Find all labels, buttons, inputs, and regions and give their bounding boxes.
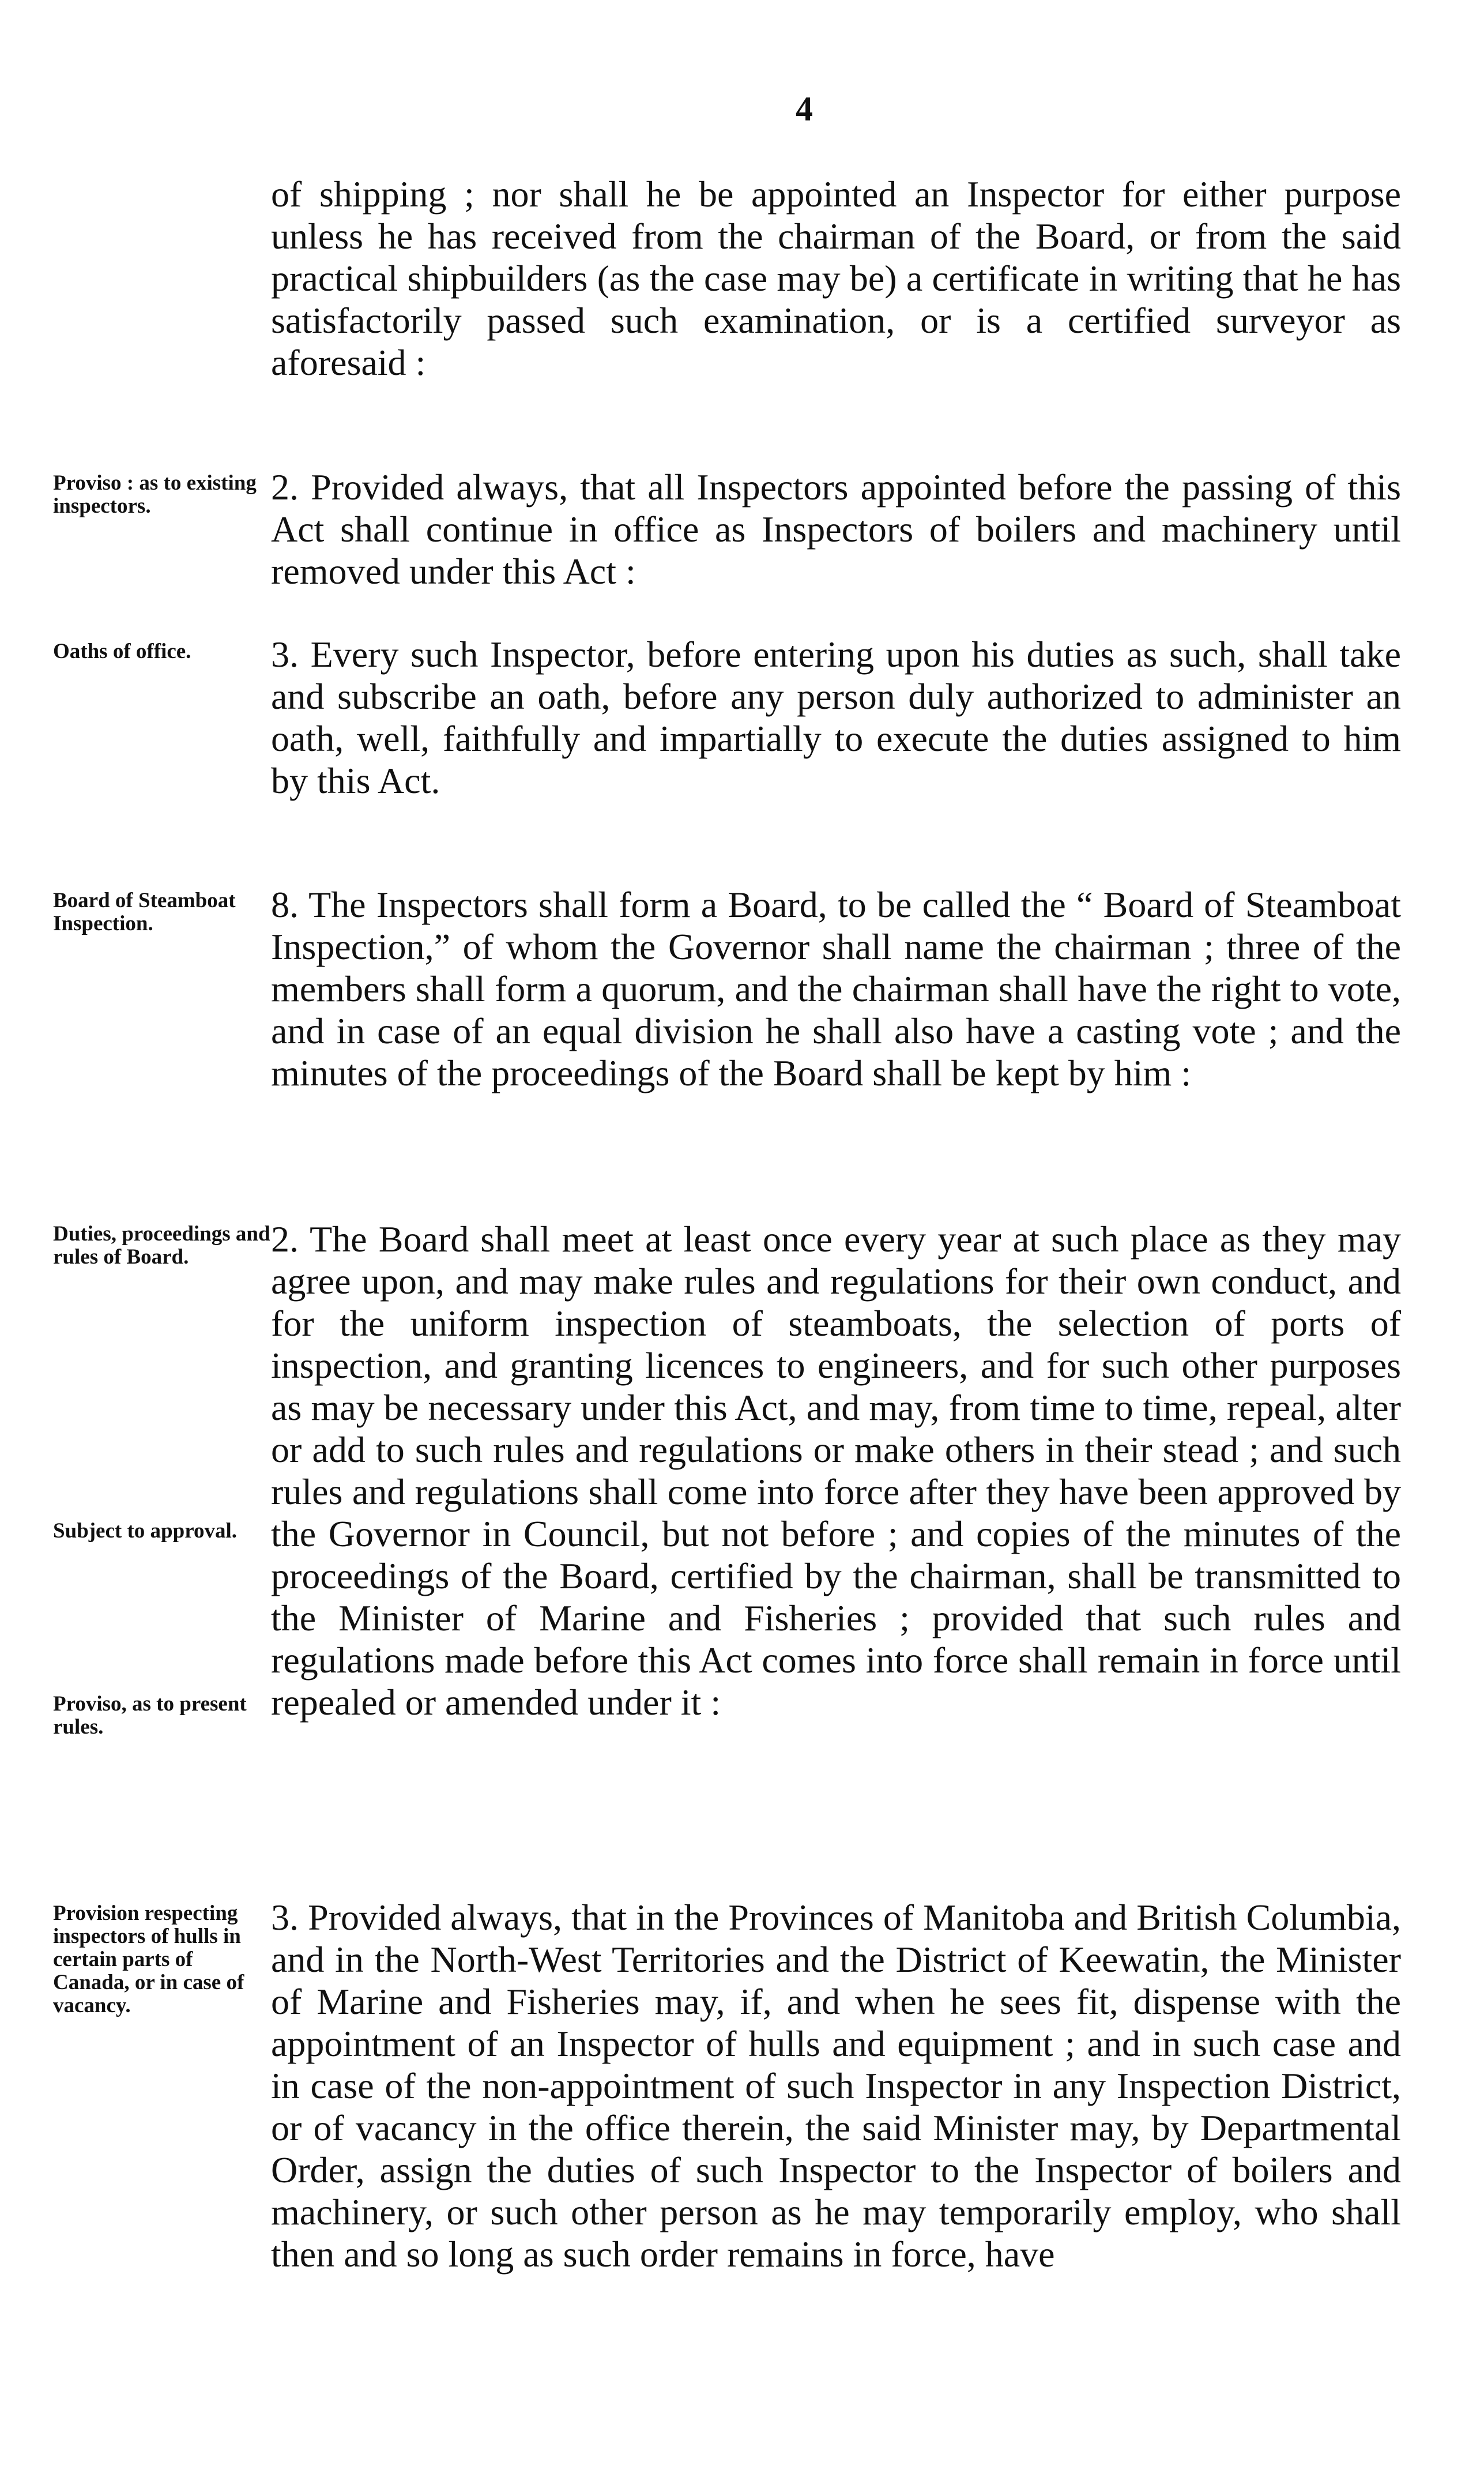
side-note-provision: Provision respecting inspectors of hulls in certain parts of Canada, or in case of vacancy. — [53, 1901, 244, 2017]
side-note-proviso-present: Proviso, as to present rules. — [53, 1692, 247, 1739]
paragraph-text: of shipping ; nor shall he be appointed an Inspector for either purpose unless he has received from the chairman of the Board, or from the said practical shipbuilders (as the case may be) a certificate in writing that he has satisfactorily passed such examination, or is a certified surveyor as aforesaid : — [271, 174, 1401, 383]
paragraph-provision — [271, 1896, 1401, 2275]
page-number: 4 — [796, 90, 813, 128]
paragraph-duties — [271, 1218, 1401, 1723]
paragraph-oaths — [271, 633, 1401, 802]
paragraph-text: 8. The Inspectors shall form a Board, to be called the “ Board of Steamboat Inspection,” of whom the Governor shall name the chairman ; three of the members shall form a quorum, and the chairman shall have the right to vote, and in case of an equal division he shall also have a casting vote ; and the minutes of the proceedings of the Board shall be kept by him : — [271, 884, 1401, 1093]
paragraph-text: 2. Provided always, that all Inspectors appointed before the passing of this Act shall continue in office as Inspectors of boilers and machinery until removed under this Act : — [271, 467, 1401, 592]
paragraph-text: 3. Provided always, that in the Provinces of Manitoba and British Columbia, and in the North-West Territories and the District of Keewatin, the Minister of Marine and Fisheries may, if, and when he sees fit, dispense with the appointment of an Inspector of hulls and equipment ; and in such case and in case of the non-appointment of such Inspector in any Inspection District, or of vacancy in the office therein, the said Minister may, by Departmental Order, assign the duties of such Inspector to the Inspector of boilers and machinery, or such other person as he may temporarily employ, who shall then and so long as such order remains in force, have — [271, 1897, 1401, 2275]
paragraph-text: 2. The Board shall meet at least once every year at such place as they may agree upon, and may make rules and regulations for their own conduct, and for the uniform inspection of steamboats, the selection of ports of inspection, and granting licences to engineers, and for such other purposes as may be necessary under this Act, and may, from time to time, repeal, alter or add to such rules and regulations or make others in their stead ; and such rules and regulations shall come into force after they have been approved by the Governor in Council, but not before ; and copies of the minutes of the proceedings of the Board, certified by the chairman, shall be transmitted to the Minister of Marine and Fisheries ; provided that such rules and regulations made before this Act comes into force shall remain in force until repealed or amended under it : — [271, 1219, 1401, 1723]
side-note-subject: Subject to approval. — [53, 1519, 237, 1543]
paragraph-proviso-existing — [271, 466, 1401, 592]
side-note-proviso-existing: Proviso : as to existing inspectors. — [53, 471, 257, 518]
side-note-oaths: Oaths of office. — [53, 640, 191, 663]
paragraph-text: 3. Every such Inspector, before entering upon his duties as such, shall take and subscribe an oath, before any person duly authorized to administer an oath, well, faithfully and impartially to execute the duties assigned to him by this Act. — [271, 634, 1401, 801]
paragraph-continuation — [271, 173, 1401, 384]
side-note-board: Board of Steamboat Inspection. — [53, 889, 236, 935]
paragraph-board — [271, 884, 1401, 1094]
side-note-duties: Duties, proceedings and rules of Board. — [53, 1222, 270, 1269]
